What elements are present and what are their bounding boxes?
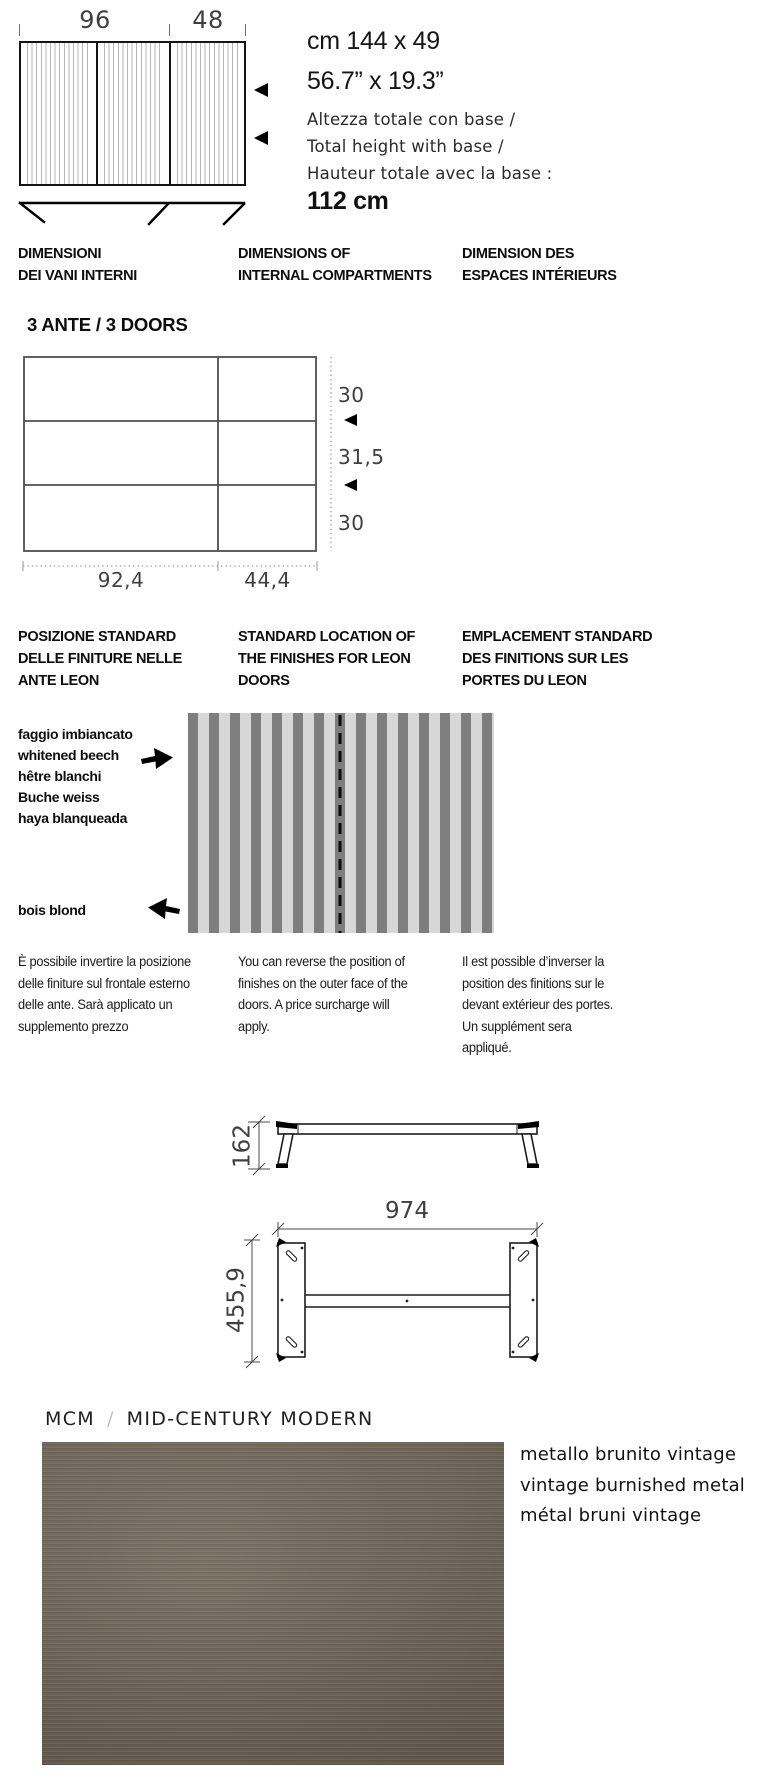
screw-slots bbox=[285, 1250, 529, 1348]
header-line: POSIZIONE STANDARD bbox=[18, 629, 176, 645]
note-en bbox=[238, 951, 452, 1037]
note-line: appliqué. bbox=[462, 1040, 512, 1055]
arrow-left-icon bbox=[254, 131, 268, 145]
cabinet-front-diagram bbox=[19, 41, 246, 186]
base-depth-label: 455,9 bbox=[223, 1267, 250, 1333]
finish-name-it: metallo brunito vintage bbox=[520, 1444, 737, 1465]
arrow-left-icon bbox=[344, 414, 357, 426]
door-swing-diagram bbox=[18, 196, 248, 228]
stripe-center-dashed-line bbox=[188, 713, 494, 933]
header-line: THE FINISHES FOR LEON bbox=[238, 651, 411, 667]
compartment-width-left: 92,4 bbox=[97, 568, 145, 592]
header-line: INTERNAL COMPARTMENTS bbox=[238, 268, 432, 284]
compartment-height-top: 30 bbox=[338, 383, 365, 407]
finish-a-line: whitened beech bbox=[18, 747, 119, 763]
note-line: position des finitions sur le bbox=[462, 975, 605, 991]
finish-a-line: haya blanqueada bbox=[18, 810, 128, 826]
cabinet-door-2 bbox=[96, 43, 170, 184]
base-technical-drawings bbox=[180, 1080, 600, 1380]
note-line: devant extérieur des portes. bbox=[462, 997, 614, 1012]
burnished-metal-swatch bbox=[42, 1442, 504, 1765]
material-finish-names bbox=[520, 1440, 745, 1532]
header-line: DELLE FINITURE NELLE bbox=[18, 651, 182, 667]
screw-dots bbox=[281, 1247, 535, 1354]
finish-a-line: hêtre blanchi bbox=[18, 768, 102, 784]
header-finish-position-en bbox=[238, 626, 458, 692]
note-line: Un supplément sera bbox=[462, 1018, 572, 1034]
note-it bbox=[18, 951, 232, 1037]
base-side-view bbox=[278, 1124, 537, 1164]
finish-name-en: vintage burnished metal bbox=[520, 1474, 746, 1496]
size-inches-label: 56.7” x 19.3” bbox=[307, 67, 444, 95]
header-line: EMPLACEMENT STANDARD bbox=[462, 629, 653, 645]
note-line: delle finiture sul frontale esterno bbox=[18, 975, 190, 991]
dim-tick bbox=[169, 24, 170, 36]
total-height-value: 112 cm bbox=[307, 187, 389, 215]
fluted-pattern bbox=[27, 43, 90, 184]
finish-name-fr: métal bruni vintage bbox=[520, 1505, 702, 1526]
arrow-left-icon bbox=[254, 83, 268, 97]
header-line: ESPACES INTÉRIEURS bbox=[462, 268, 617, 284]
material-code: MCM bbox=[45, 1408, 95, 1430]
cabinet-width-label-48: 48 bbox=[192, 6, 224, 34]
height-note bbox=[307, 106, 552, 187]
base-width-label: 974 bbox=[385, 1198, 429, 1224]
note-fr bbox=[462, 951, 662, 1059]
note-line: You can reverse the position of bbox=[238, 954, 405, 969]
header-internal-dims-en bbox=[238, 243, 458, 287]
doors-title: 3 ANTE / 3 DOORS bbox=[27, 314, 188, 335]
finish-a-labels bbox=[18, 724, 133, 829]
height-note-line-en: Total height with base / bbox=[307, 137, 504, 156]
finish-a-line: faggio imbiancato bbox=[18, 726, 133, 742]
cabinet-width-label-96: 96 bbox=[79, 6, 111, 34]
header-line: ANTE LEON bbox=[18, 673, 100, 689]
compartment-height-bottom: 30 bbox=[338, 511, 365, 535]
note-line: doors. A price surcharge will bbox=[238, 997, 390, 1012]
note-line: finishes on the outer face of the bbox=[238, 975, 408, 991]
cabinet-door-3 bbox=[169, 43, 244, 184]
header-line: DOORS bbox=[238, 673, 290, 689]
header-line: PORTES DU LEON bbox=[462, 673, 587, 689]
header-line: DIMENSIONI bbox=[18, 246, 102, 262]
header-internal-dims-fr bbox=[462, 243, 722, 287]
side-height-label: 162 bbox=[229, 1124, 256, 1168]
compartment-width-right: 44,4 bbox=[244, 568, 291, 592]
size-cm-label: cm 144 x 49 bbox=[307, 27, 440, 55]
note-line: supplemento prezzo bbox=[18, 1018, 129, 1034]
finish-b-label: bois blond bbox=[18, 902, 86, 918]
arrow-left-icon bbox=[146, 895, 180, 921]
compartment-height-middle: 31,5 bbox=[338, 445, 385, 469]
dim-tick bbox=[245, 24, 246, 36]
note-line: delle ante. Sarà applicato un bbox=[18, 997, 173, 1012]
header-line: DEI VANI INTERNI bbox=[18, 268, 137, 284]
fluted-pattern bbox=[177, 43, 238, 184]
note-line: È possibile invertire la posizione bbox=[18, 954, 191, 969]
stripe-finish-swatch bbox=[188, 713, 494, 933]
header-line: STANDARD LOCATION OF bbox=[238, 629, 416, 645]
note-line: Il est possible d’inverser la bbox=[462, 954, 605, 969]
material-heading bbox=[45, 1408, 374, 1430]
fluted-pattern bbox=[104, 43, 164, 184]
arrow-right-icon bbox=[141, 745, 175, 771]
header-finish-position-it bbox=[18, 626, 228, 692]
height-note-line-it: Altezza totale con base / bbox=[307, 110, 516, 129]
slash-separator: / bbox=[106, 1408, 115, 1430]
cabinet-door-1 bbox=[21, 43, 96, 184]
width-dim-lines bbox=[272, 1222, 543, 1237]
note-line: apply. bbox=[238, 1018, 270, 1034]
header-line: DES FINITIONS SUR LES bbox=[462, 651, 629, 667]
header-line: DIMENSIONS OF bbox=[238, 246, 351, 262]
finish-a-line: Buche weiss bbox=[18, 789, 100, 805]
header-finish-position-fr bbox=[462, 626, 722, 692]
header-internal-dims-it bbox=[18, 243, 228, 287]
arrow-left-icon bbox=[344, 479, 357, 491]
height-note-line-fr: Hauteur totale avec la base : bbox=[307, 164, 553, 183]
dim-tick bbox=[19, 24, 20, 36]
header-line: DIMENSION DES bbox=[462, 246, 575, 262]
material-name: MID-CENTURY MODERN bbox=[126, 1408, 374, 1430]
